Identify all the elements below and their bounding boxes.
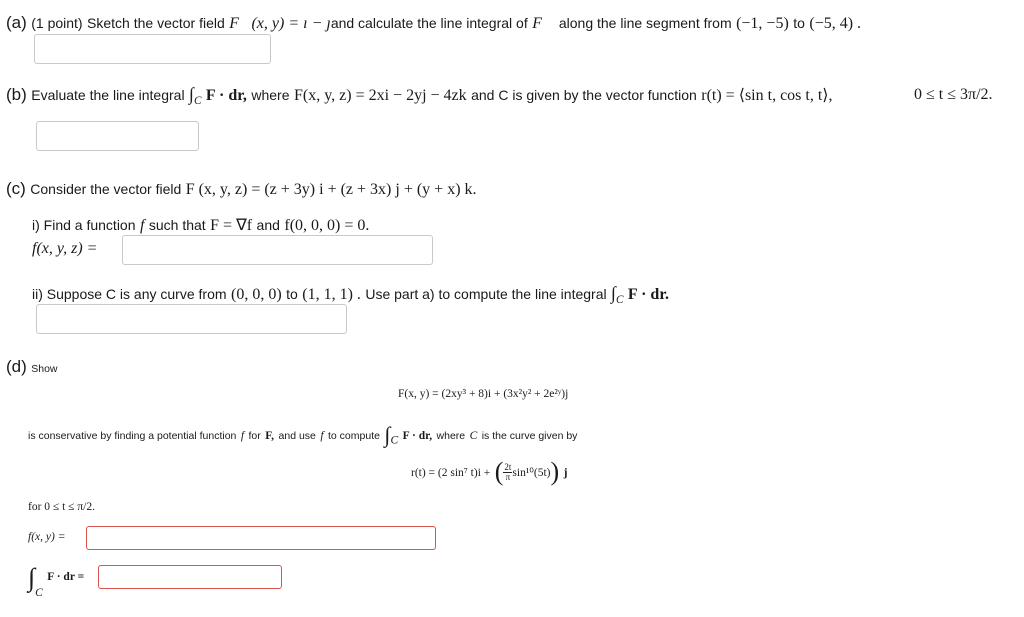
part-b-integral-sign: ∫: [189, 84, 194, 104]
part-c-ii-to: (1, 1, 1) .: [302, 286, 361, 303]
part-d-text5: where: [436, 430, 466, 443]
part-d-rt-open-paren: (: [494, 457, 504, 486]
part-d-text-C: C: [469, 430, 478, 443]
part-c-ii-from: (0, 0, 0): [230, 286, 282, 303]
part-c-i-f: f: [139, 217, 145, 234]
part-c-i-cond: F = ∇f: [210, 217, 253, 234]
part-c-i-text2: such that: [148, 217, 206, 233]
part-d-rt-sin: sin¹⁰(5t): [512, 467, 551, 480]
part-d-int-label-sign: ∫: [28, 563, 36, 592]
part-c-i-text3: and: [256, 217, 280, 233]
part-b-integrand: F · dr,: [205, 87, 247, 104]
part-c-ii-to-word: to: [286, 286, 298, 302]
part-b-integral-sub: C: [193, 95, 202, 108]
part-d-rt-j: j: [563, 467, 568, 480]
part-c-i-line: [32, 215, 369, 235]
part-c-i-text1: i) Find a function: [32, 217, 136, 233]
part-c-ii-text1: ii) Suppose C is any curve from: [32, 286, 227, 302]
part-c-label: (c): [6, 179, 26, 198]
part-d-rt-close-paren: ): [550, 457, 560, 486]
part-c-ii-integral-sub: C: [615, 294, 624, 307]
part-d-integral-sub: C: [390, 434, 399, 447]
part-d-int-label: [28, 563, 85, 600]
part-d-show: Show: [31, 363, 58, 375]
part-d-f-label: f(x, y) =: [28, 531, 66, 543]
part-a-line: [6, 13, 861, 33]
part-b-rt: r(t) = ⟨sin t, cos t, t⟩,: [701, 87, 833, 104]
part-a-F: F⃗: [532, 15, 555, 32]
part-b-text3: and C is given by the vector function: [471, 87, 697, 103]
part-a-points: (1 point): [31, 15, 83, 31]
part-a-answer-input[interactable]: [34, 34, 271, 64]
part-a-text1: Sketch the vector field: [87, 15, 225, 31]
part-d-text-line: [28, 422, 577, 448]
part-b-text2: where: [251, 87, 290, 103]
part-b-text1: Evaluate the line integral: [31, 87, 185, 103]
part-d-text4: to compute: [328, 430, 380, 443]
part-d-text3: and use: [278, 430, 316, 443]
part-d-rt-left: r(t) = (2 sin⁷ t)i +: [411, 467, 491, 480]
part-c-field: F (x, y, z) = (z + 3y) i + (z + 3x) j + (y + x) k.: [185, 181, 477, 198]
part-d-text-f: f: [240, 430, 245, 443]
part-c-line: [6, 179, 477, 199]
part-c-ii-integrand: F · dr.: [627, 286, 669, 303]
part-d-text1: is conservative by finding a potential function: [28, 430, 237, 443]
part-b-field: F(x, y, z) = 2xi − 2yj − 4zk: [293, 87, 467, 104]
part-c-ii-integral-sign: ∫: [611, 283, 616, 303]
part-c-f-input[interactable]: [122, 235, 433, 265]
part-a-to: (−5, 4) .: [809, 15, 862, 32]
part-a-text2: and calculate the line integral of: [330, 15, 528, 31]
part-d-text-F: F,: [265, 430, 275, 443]
part-d-rt-frac-num: 2t: [504, 461, 512, 472]
part-d-text-f2: f: [320, 430, 324, 443]
part-c-ii-line: [32, 283, 669, 306]
part-c-ii-text2: Use part a) to compute the line integral: [365, 286, 607, 302]
part-a-field: F⃗(x, y) = ı − ȷ: [229, 15, 331, 32]
part-a-from: (−1, −5): [736, 15, 789, 32]
part-b-range: 0 ≤ t ≤ 3π/2.: [914, 86, 993, 103]
part-a-to-word: to: [793, 15, 805, 31]
part-a-text3: along the line segment from: [558, 15, 732, 31]
part-c-ii-answer-input[interactable]: [36, 304, 347, 334]
part-c-i-cond2: f(0, 0, 0) = 0.: [284, 217, 370, 234]
part-d-field: F(x, y) = (2xy³ + 8)i + (3x²y² + 2e²ʸ)j: [398, 388, 569, 400]
part-d-integral-sign: ∫: [384, 422, 391, 447]
part-d-f-input[interactable]: [86, 526, 436, 550]
part-d-label: (d): [6, 357, 27, 376]
part-b-line: [6, 84, 833, 107]
part-c-text1: Consider the vector field: [30, 181, 182, 197]
part-d-text2: for: [248, 430, 261, 443]
part-c-f-label: f(x, y, z) =: [32, 240, 98, 257]
part-d-int-label-text: F · dr =: [47, 571, 85, 583]
part-b-answer-input[interactable]: [36, 121, 199, 151]
part-d-integral-input[interactable]: [98, 565, 282, 589]
part-d-text6: is the curve given by: [481, 430, 578, 443]
part-d-line: [6, 357, 58, 377]
part-d-for: for 0 ≤ t ≤ π/2.: [28, 501, 95, 513]
part-d-rt-frac-den: π: [505, 471, 511, 482]
part-d-int-label-sub: C: [35, 587, 43, 600]
part-d-rt: [411, 457, 567, 487]
part-a-label: (a): [6, 13, 27, 32]
part-d-integrand: F · dr,: [402, 430, 433, 443]
part-b-label: (b): [6, 85, 27, 104]
